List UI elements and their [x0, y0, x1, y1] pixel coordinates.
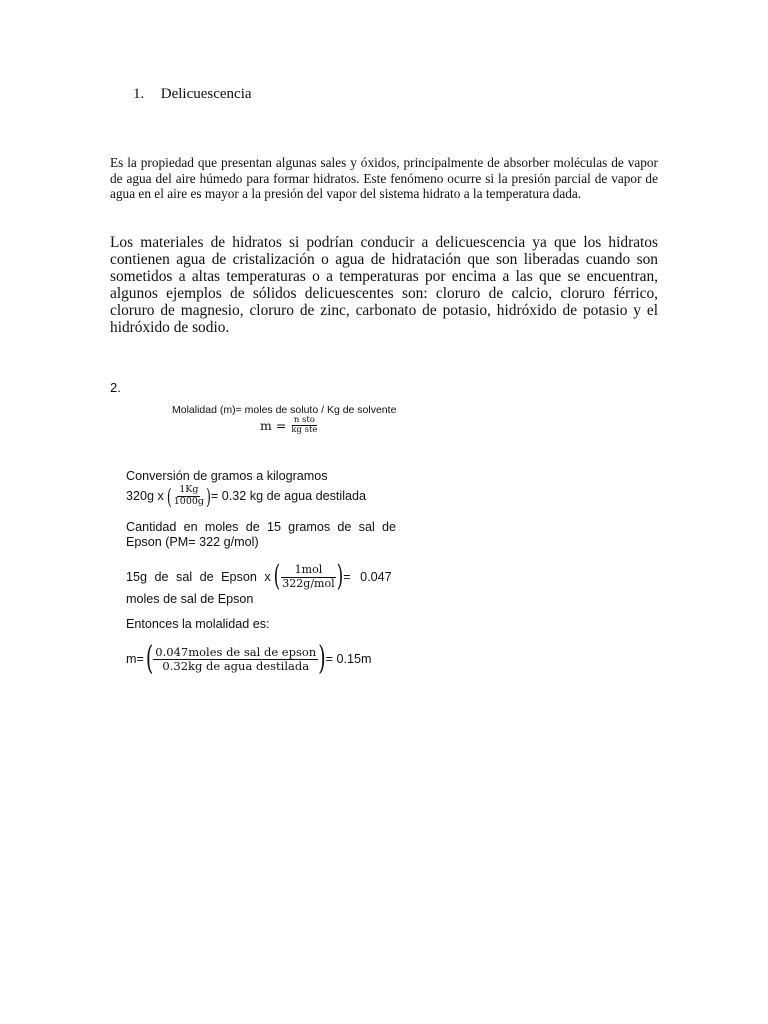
- conversion-numerator: 1Kg: [179, 484, 199, 496]
- molality-denominator: kg ste: [291, 425, 318, 436]
- molality-definition: Molalidad (m)= moles de soluto / Kg de solvente: [172, 404, 397, 416]
- moles-result: = 0.047: [343, 570, 392, 584]
- section-1-number: 1.: [133, 86, 145, 102]
- final-equation: m= ( $\frac{\text{0.047moles de sal de epson}}{\text{0.32kg de agua destilada}}$ ) = 0.15m: [126, 640, 372, 678]
- moles-suffix: moles de sal de Epson: [126, 592, 254, 606]
- section-2-number: 2.: [110, 380, 121, 395]
- conversion-fraction: [172, 485, 206, 507]
- molality-fraction: [289, 416, 319, 436]
- final-fraction: [153, 646, 318, 672]
- moles-numerator: 1mol: [281, 564, 337, 577]
- final-result: = 0.15m: [325, 652, 372, 666]
- final-numerator: 0.047moles de sal de epson: [155, 644, 317, 659]
- conversion-denominator: 1000g: [173, 495, 204, 507]
- molality-formula: [260, 416, 319, 436]
- final-prefix: m=: [126, 652, 144, 666]
- moles-denominator: 322g/mol: [282, 576, 335, 590]
- section-1-title: Delicuescencia: [160, 86, 252, 102]
- moles-fraction: [280, 564, 336, 589]
- moles-title: Cantidad en moles de 15 gramos de sal de Epson (PM= 322 g/mol): [126, 520, 396, 549]
- conversion-result: = 0.32 kg de agua destilada: [210, 489, 367, 503]
- paragraph-hydrates: Los materiales de hidratos si podrían conducir a delicuescencia ya que los hidratos contienen agua de cristalización o agua de hidratación que son liberadas cuando son sometidos a altas temperaturas o a temperaturas por encima a las que se encuentran, algunos ejemplos de sólidos delicuescentes son: cloruro de calcio, cloruro férrico, cloruro de magnesio, cloruro de zinc, carbonato de potasio, hidróxido de potasio y el hidróxido de sodio.: [110, 234, 658, 336]
- conversion-title: Conversión de gramos a kilogramos: [126, 469, 328, 483]
- molality-formula-lhs: m =: [260, 418, 287, 434]
- molality-numerator: n sto: [293, 415, 315, 425]
- section-1-heading: [133, 86, 252, 103]
- conversion-prefix: 320g x: [126, 489, 164, 503]
- final-denominator: 0.32kg de agua destilada: [162, 658, 310, 673]
- moles-prefix: 15g de sal de Epson x: [126, 570, 271, 584]
- moles-equation: 15g de sal de Epson x ( $\frac{\text{1mol}}{\text{322g/mol}}$ ) = 0.047: [126, 560, 392, 594]
- conversion-equation: 320g x ( $\frac{1Kg}{1000g}$ ) = 0.32 kg de agua destilada: [126, 483, 367, 509]
- then-label: Entonces la molalidad es:: [126, 617, 270, 631]
- paragraph-definition: Es la propiedad que presentan algunas sales y óxidos, principalmente de absorber moléculas de vapor de agua del aire húmedo para formar hidratos. Este fenómeno ocurre si la presión parcial de vapor de agua en el aire es mayor a la presión del vapor del sistema hidrato a la temperatura dada.: [110, 155, 658, 202]
